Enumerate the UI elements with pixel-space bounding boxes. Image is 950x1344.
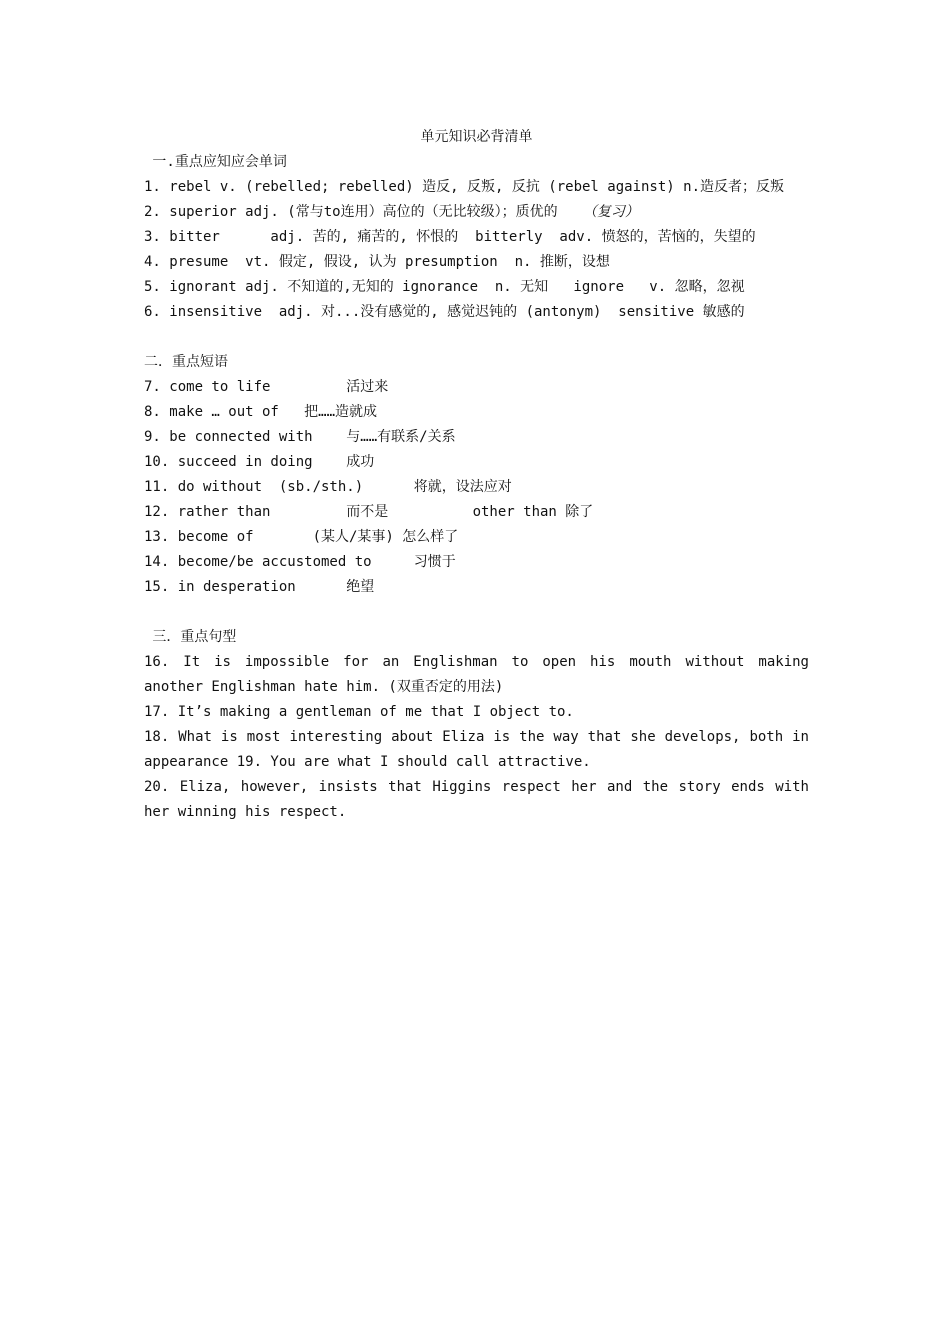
page-title: 单元知识必背清单 (420, 129, 533, 145)
sentence-item: 20. Eliza, however, insists that Higgins respect her and the story ends with her winning his respect. (144, 779, 809, 820)
vocab-text: 2. superior adj. (常与to连用）高位的（无比较级）；质优的 (144, 204, 558, 220)
vocab-item-bitter: 3. bitter adj. 苦的, 痛苦的, 怀恨的 bitterly adv. 愤怒的，苦恼的，失望的 (144, 229, 756, 245)
sentence-item: 16. It is impossible for an Englishman to open his mouth without making another Englishman hate him. (双重否定的用法) (144, 654, 809, 695)
section-heading-phrases: 二．重点短语 (144, 354, 228, 370)
section-heading-vocabulary: 一.重点应知应会单词 (144, 154, 287, 170)
phrase-item: 13. become of (某人/某事) 怎么样了 (144, 529, 459, 545)
sentence-item: 17. It’s making a gentleman of me that I object to. (144, 704, 574, 720)
phrase-item: 15. in desperation 绝望 (144, 579, 375, 595)
vocab-item-presume: 4. presume vt. 假定, 假设, 认为 presumption n. 推断，设想 (144, 254, 610, 270)
review-note: （复习） (582, 204, 639, 220)
phrase-item: 12. rather than 而不是 other than 除了 (144, 504, 594, 520)
phrase-item: 14. become/be accustomed to 习惯于 (144, 554, 456, 570)
section-heading-sentences: 三．重点句型 (144, 629, 237, 645)
document-page (144, 125, 809, 825)
vocab-item-insensitive: 6. insensitive adj. 对...没有感觉的, 感觉迟钝的 (antonym) sensitive 敏感的 (144, 304, 745, 320)
phrase-item: 7. come to life 活过来 (144, 379, 389, 395)
phrase-item: 8. make … out of 把……造就成 (144, 404, 378, 420)
phrase-item: 9. be connected with 与……有联系/关系 (144, 429, 456, 445)
sentence-item: 18. What is most interesting about Eliza is the way that she develops, both in appearance 19. You are what I should call attractive. (144, 729, 809, 770)
phrase-item: 10. succeed in doing 成功 (144, 454, 375, 470)
spacer (144, 325, 809, 350)
vocab-item-rebel: 1. rebel v. (rebelled; rebelled) 造反, 反叛, 反抗 (rebel against) n.造反者；反叛 (144, 179, 785, 195)
spacer (144, 600, 809, 625)
vocab-item-ignorant: 5. ignorant adj. 不知道的,无知的 ignorance n. 无知 ignore v. 忽略，忽视 (144, 279, 745, 295)
phrase-item: 11. do without (sb./sth.) 将就，设法应对 (144, 479, 512, 495)
vocab-item-superior (144, 200, 809, 225)
